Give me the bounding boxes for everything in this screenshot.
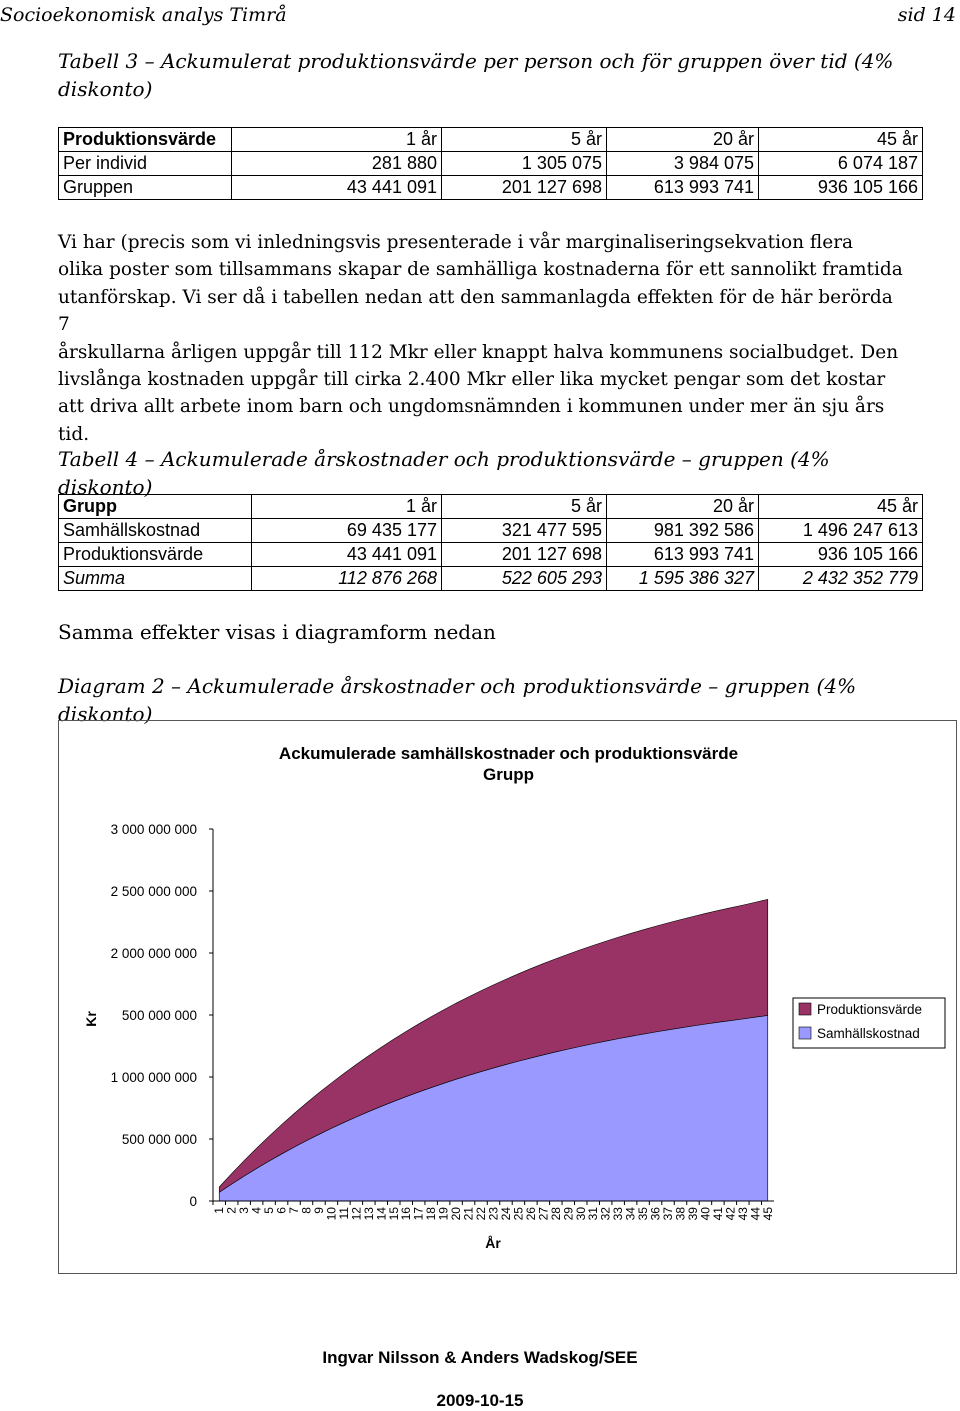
footer-authors: Ingvar Nilsson & Anders Wadskog/SEE	[322, 1348, 638, 1367]
area-chart	[59, 721, 956, 1273]
chart-title: Ackumulerade samhällskostnader och produktionsvärde	[278, 744, 739, 763]
table3-cell: 936 105 166	[759, 176, 923, 200]
table4-cell: 201 127 698	[442, 543, 607, 567]
x-tick-label: 41	[710, 1207, 725, 1221]
table4-cell: 981 392 586	[607, 519, 759, 543]
paragraph-line: olika poster som tillsammans skapar de samhälliga kostnaderna för ett sannolikt framtida	[58, 259, 903, 281]
paragraph-line: utanförskap. Vi ser då i tabellen nedan att den sammanlagda effekten för de här berörda 7	[58, 286, 893, 336]
table4-header-cell: 5 år	[442, 495, 607, 519]
table3-caption	[58, 47, 908, 103]
table4-caption: Tabell 4 – Ackumulerade årskostnader och produktionsvärde – gruppen (4% diskonto)	[58, 447, 830, 499]
x-tick-label: 38	[673, 1207, 688, 1221]
table3-cell: 1 305 075	[442, 152, 607, 176]
x-tick-label: 21	[461, 1207, 476, 1221]
x-tick-label: 35	[636, 1207, 651, 1221]
paragraph-line: att driva allt arbete inom barn och ungdomsnämnden i kommunen under mer än sju års	[58, 396, 885, 418]
x-tick-label: 17	[411, 1207, 426, 1221]
x-tick-label: 11	[336, 1207, 351, 1220]
table4-header-cell: Grupp	[59, 495, 252, 519]
y-tick-label: 2 500 000 000	[110, 884, 197, 899]
table3-cell: 613 993 741	[607, 176, 759, 200]
table4-cell: 522 605 293	[442, 567, 607, 591]
table3-cell: 281 880	[232, 152, 442, 176]
x-axis-title: År	[485, 1235, 501, 1251]
table4-row-label: Samhällskostnad	[59, 519, 252, 543]
x-tick-label: 26	[523, 1207, 538, 1221]
x-tick-label: 12	[349, 1207, 364, 1221]
x-tick-label: 36	[648, 1207, 663, 1221]
legend-swatch	[799, 1027, 811, 1039]
paragraph-line: tid.	[58, 423, 90, 445]
table3-header-cell: 20 år	[607, 128, 759, 152]
legend-label: Produktionsvärde	[817, 1002, 923, 1017]
x-tick-label: 45	[760, 1207, 775, 1221]
body-paragraph	[58, 229, 908, 448]
table4-cell: 613 993 741	[607, 543, 759, 567]
table3-header-cell: 5 år	[442, 128, 607, 152]
x-tick-label: 42	[723, 1207, 738, 1221]
table-row	[59, 543, 923, 567]
table4-cell: 1 496 247 613	[759, 519, 923, 543]
x-tick-label: 24	[498, 1207, 513, 1221]
chart-subtitle: Grupp	[483, 765, 534, 784]
table4-header-cell: 45 år	[759, 495, 923, 519]
paragraph-line: Vi har (precis som vi inledningsvis presenterade i vår marginaliseringsekvation flera	[58, 232, 854, 253]
table3-header-row	[59, 128, 923, 152]
y-tick-label: 500 000 000	[121, 1132, 197, 1147]
x-tick-label: 14	[374, 1207, 389, 1221]
x-tick-label: 33	[611, 1207, 626, 1221]
chart-frame	[58, 720, 957, 1274]
y-tick-label: 3 000 000 000	[110, 822, 197, 837]
paragraph-line: årskullarna årligen uppgår till 112 Mkr eller knappt halva kommunens socialbudget. Den	[58, 341, 899, 363]
table3-cell: 43 441 091	[232, 176, 442, 200]
table4-header-row	[59, 495, 923, 519]
table4-row-label: Produktionsvärde	[59, 543, 252, 567]
diagram-caption: Diagram 2 – Ackumulerade årskostnader och produktionsvärde – gruppen (4% diskonto)	[58, 674, 857, 726]
table4-cell: 43 441 091	[252, 543, 442, 567]
y-tick-label: 0	[189, 1194, 197, 1209]
x-tick-label: 32	[598, 1207, 613, 1221]
x-tick-label: 9	[311, 1207, 326, 1214]
x-tick-label: 22	[474, 1207, 489, 1221]
x-tick-label: 25	[511, 1207, 526, 1221]
x-tick-label: 4	[249, 1207, 264, 1214]
x-tick-label: 5	[262, 1207, 277, 1214]
x-tick-label: 43	[735, 1207, 750, 1221]
table3-cell: 6 074 187	[759, 152, 923, 176]
paragraph-line: livslånga kostnaden uppgår till cirka 2.400 Mkr eller lika mycket pengar som det kostar	[58, 369, 886, 391]
x-tick-label: 2	[224, 1207, 239, 1214]
table3-cell: 3 984 075	[607, 152, 759, 176]
table4-cell: 112 876 268	[252, 567, 442, 591]
x-tick-label: 34	[623, 1207, 638, 1221]
x-tick-label: 40	[698, 1207, 713, 1221]
x-tick-label: 18	[424, 1207, 439, 1221]
x-tick-label: 30	[573, 1207, 588, 1221]
y-tick-label: 2 000 000 000	[110, 946, 197, 961]
table3-caption-line2: diskonto)	[58, 77, 153, 101]
table4-cell: 1 595 386 327	[607, 567, 759, 591]
footer-date: 2009-10-15	[436, 1391, 524, 1410]
table-row	[59, 567, 923, 591]
legend-label: Samhällskostnad	[817, 1026, 920, 1041]
table3-header-cell: 45 år	[759, 128, 923, 152]
x-tick-label: 8	[299, 1207, 314, 1214]
table4-header-cell: 1 år	[252, 495, 442, 519]
x-tick-label: 19	[436, 1207, 451, 1221]
table4-cell: 69 435 177	[252, 519, 442, 543]
x-tick-label: 1	[212, 1207, 227, 1214]
legend-swatch	[799, 1003, 811, 1015]
table3-row-label: Gruppen	[59, 176, 232, 200]
table-row	[59, 176, 923, 200]
x-tick-label: 27	[536, 1207, 551, 1221]
table4-header-cell: 20 år	[607, 495, 759, 519]
y-tick-label: 500 000 000	[121, 1008, 197, 1023]
table3-caption-line1: Tabell 3 – Ackumulerat produktionsvärde per person och för gruppen över tid (4%	[58, 49, 894, 73]
y-tick-label: 1 000 000 000	[110, 1070, 197, 1085]
x-tick-label: 20	[449, 1207, 464, 1221]
x-tick-label: 39	[685, 1207, 700, 1221]
x-tick-label: 31	[586, 1207, 601, 1221]
x-tick-label: 16	[399, 1207, 414, 1221]
table4-cell: 321 477 595	[442, 519, 607, 543]
samma-text: Samma effekter visas i diagramform nedan	[58, 620, 496, 644]
x-tick-label: 13	[361, 1207, 376, 1221]
table4-row-label: Summa	[59, 567, 252, 591]
x-tick-label: 10	[324, 1207, 339, 1221]
x-tick-label: 28	[548, 1207, 563, 1221]
table3-header-cell: Produktionsvärde	[59, 128, 232, 152]
y-axis-title: Kr	[83, 1011, 99, 1027]
table-row	[59, 152, 923, 176]
x-tick-label: 29	[561, 1207, 576, 1221]
table4-cell: 2 432 352 779	[759, 567, 923, 591]
x-tick-label: 3	[237, 1207, 252, 1214]
table3	[58, 127, 923, 200]
table3-cell: 201 127 698	[442, 176, 607, 200]
header-document-title: Socioekonomisk analys Timrå	[0, 4, 287, 26]
x-tick-label: 7	[287, 1207, 302, 1214]
x-tick-label: 23	[486, 1207, 501, 1221]
x-tick-label: 6	[274, 1207, 289, 1214]
table4-cell: 936 105 166	[759, 543, 923, 567]
table3-row-label: Per individ	[59, 152, 232, 176]
x-tick-label: 37	[661, 1207, 676, 1221]
table3-header-cell: 1 år	[232, 128, 442, 152]
x-tick-label: 15	[386, 1207, 401, 1221]
table4	[58, 494, 923, 591]
table-row	[59, 519, 923, 543]
header-page-number: sid 14	[897, 4, 956, 26]
x-tick-label: 44	[748, 1207, 763, 1221]
